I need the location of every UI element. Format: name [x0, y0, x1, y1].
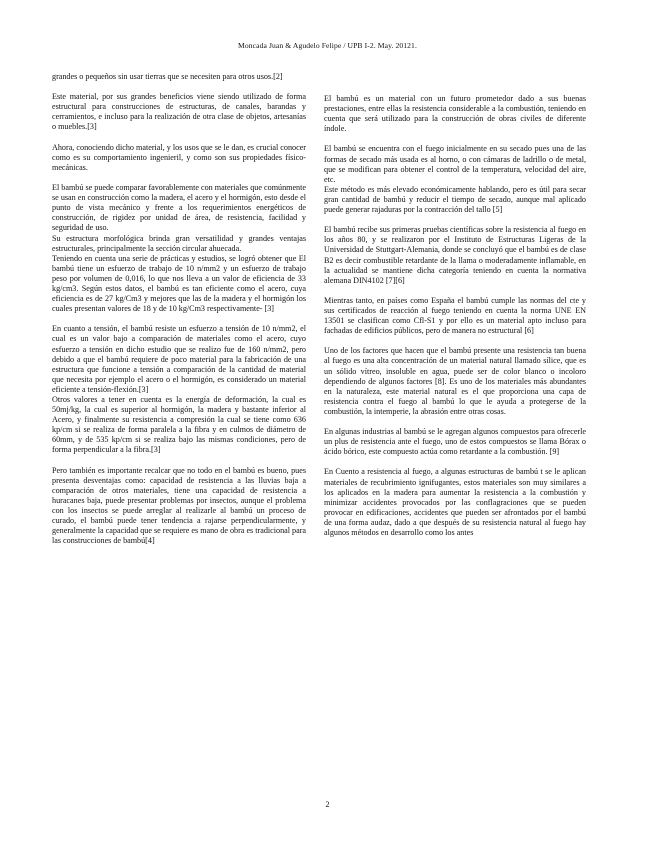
paragraph: Mientras tanto, en países como España el bambú cumple las normas del cte y sus certificados de reacción al fuego teniendo en cuenta la norma UNE EN 13501 se clasifican como Cfl-S1 y por ello es un material apto incluso para fachadas de edificios públicos, pero de manera no estructural [6]: [324, 295, 586, 336]
paragraph: grandes o pequeños sin usar tierras que se necesiten para otros usos.[2]: [52, 72, 283, 81]
paragraph: Teniendo en cuenta una serie de prácticas y estudios, se logró obtener que El bambú tiene un esfuerzo de trabajo de 10 n/mm2 y un esfuerzo de trabajo peso por volumen de 0,016, lo que nos lleva a un valor de eficiencia de 33 kg/cm3. Según estos datos, el bambú es tan eficiente como el acero, cuya eficiencia es de 27 kg/Cm3 y mejores que las de la madera y el hormigón los cuales presentan valores de 18 y de 10 kg/Cm3 respectivamente- [3]: [52, 253, 306, 314]
paragraph: En Cuento a resistencia al fuego, a algunas estructuras de bambú t se le aplican materiales de recubrimiento ignifugantes, estos materiales son muy similares a los aplicados en la madera para aumentar la resistencia a la combustión y minimizar accidentes provocados por las conflagraciones que se pueden provocar en edificaciones, accidentes que pueden ser afrontados por el bambú de una forma audaz, dado a que después de su resistencia natural al fuego hay algunos métodos en desarrollo como los antes: [324, 467, 586, 538]
paragraph: Otros valores a tener en cuenta es la energía de deformación, la cual es 50mj/kg, la cual es superior al hormigón, la madera y bastante inferior al Acero, y finalmente su resistencia a compresión la cual se tiene como 636 kp/cm si se realiza de forma paralela a la fibra y en culmos de diámetro de 60mm, y de 535 kp/cm si se realiza bajo las mismas condiciones, pero de forma perpendicular a la fibra.[3]: [52, 395, 306, 455]
paragraph: Este método es más elevado económicamente hablando, pero es útil para secar gran cantidad de bambú y reducir el tiempo de secado, aunque mal aplicado puede generar rajaduras por la contracción del tallo [5]: [324, 184, 586, 215]
paragraph: Ahora, conociendo dicho material, y los usos que se le dan, es crucial conocer como es su comportamiento ingenieril, y como son sus propiedades físico-mecánicas.: [52, 142, 306, 172]
right-column: [324, 94, 586, 538]
left-column: [52, 72, 306, 557]
page-number: 2: [325, 800, 330, 809]
running-header: Moncada Juan & Agudelo Felipe / UPB I-2. May. 20121.: [238, 41, 417, 50]
paragraph: El bambú es un material con un futuro prometedor dado a sus buenas prestaciones, entre ellas la resistencia considerable a la combustión, teniendo en cuenta que será utilizado para la construcción de obras civiles de diferente índole.: [324, 94, 586, 134]
paragraph: Uno de los factores que hacen que el bambú presente una resistencia tan buena al fuego es una alta concentración de un material natural llamado sílice, que es un sólido vítreo, insoluble en agua, puede ser de color blanco o incoloro dependiendo de algunos factores [8]. Es uno de los materiales más abundantes en la naturaleza, este material natural es el que proporciona una capa de resistencia contra el fuego al bambú lo que le ayuda a protegerse de la combustión, la intemperie, la abrasión entre otras cosas.: [324, 346, 586, 416]
paragraph: En cuanto a tensión, el bambú resiste un esfuerzo a tensión de 10 n/mm2, el cual es un valor bajo a comparación de materiales como el acero, cuyo esfuerzo a tensión en dicho estudio que se realizo fue de 160 n/mm2, pero debido a que el bambú requiere de poco material para la fabricación de una estructura que funcione a tensión a comparación de la cantidad de material que necesita por ejemplo el acero o el hormigón, es considerado un material eficiente a tensión-flexión.[3]: [52, 324, 306, 394]
paragraph: Pero también es importante recalcar que no todo en el bambú es bueno, pues presenta desventajas como: capacidad de resistencia a las lluvias baja a comparación de otros materiales, tiene una capacidad de resistencia a huracanes baja, puede presentar problemas por insectos, aunque el problema con los insectos se puede arreglar al realizarle al bambú un proceso de curado, el bambú puede tener tendencia a rajarse perpendicularmente, y generalmente la capacidad que se requiere es mano de obra es tradicional para las construcciones de bambú[4]: [52, 465, 307, 546]
paragraph: El bambú se puede comparar favorablemente con materiales que comúnmente se usan en construcción como la madera, el acero y el hormigón, esto desde el punto de vista mecánico y frente a los requerimientos energéticos de construcción, de rigidez por unidad de área, de resistencia, facilidad y seguridad de uso.: [52, 183, 306, 233]
paragraph: El bambú se encuentra con el fuego inicialmente en su secado pues una de las formas de secado más usada es al horno, o con cámaras de ladrillo o de metal, que se modifican para obtener el control de la temperatura, velocidad del aire, etc.: [324, 144, 586, 184]
paragraph: Su estructura morfológica brinda gran versatilidad y grandes ventajas estructurales, principalmente la sección circular ahuecada.: [52, 233, 306, 253]
paragraph: El bambú recibe sus primeras pruebas científicas sobre la resistencia al fuego en los años 80, y se realizaron por el Instituto de Estructuras Ligeras de la Universidad de Stuttgart-Alemania, donde se concluyó que el bambú es de clase B2 es decir combustible retardante de la llama o moderadamente inflamable, en la actualidad se mantiene dicha categoría teniendo en cuenta la normativa alemana DIN4102 [7][6]: [324, 225, 586, 285]
paragraph: Este material, por sus grandes beneficios viene siendo utilizado de forma estructural para construcciones de estructuras, de canales, barandas y cerramientos, e incluso para la realización de otra clase de objetos, artesanías o muebles.[3]: [52, 92, 306, 132]
paragraph: En algunas industrias al bambú se le agregan algunos compuestos para ofrecerle un plus de resistencia ante el fuego, uno de estos compuestos se llama Bórax o ácido bórico, este compuesto actúa como retardante a la combustión. [9]: [324, 427, 586, 457]
